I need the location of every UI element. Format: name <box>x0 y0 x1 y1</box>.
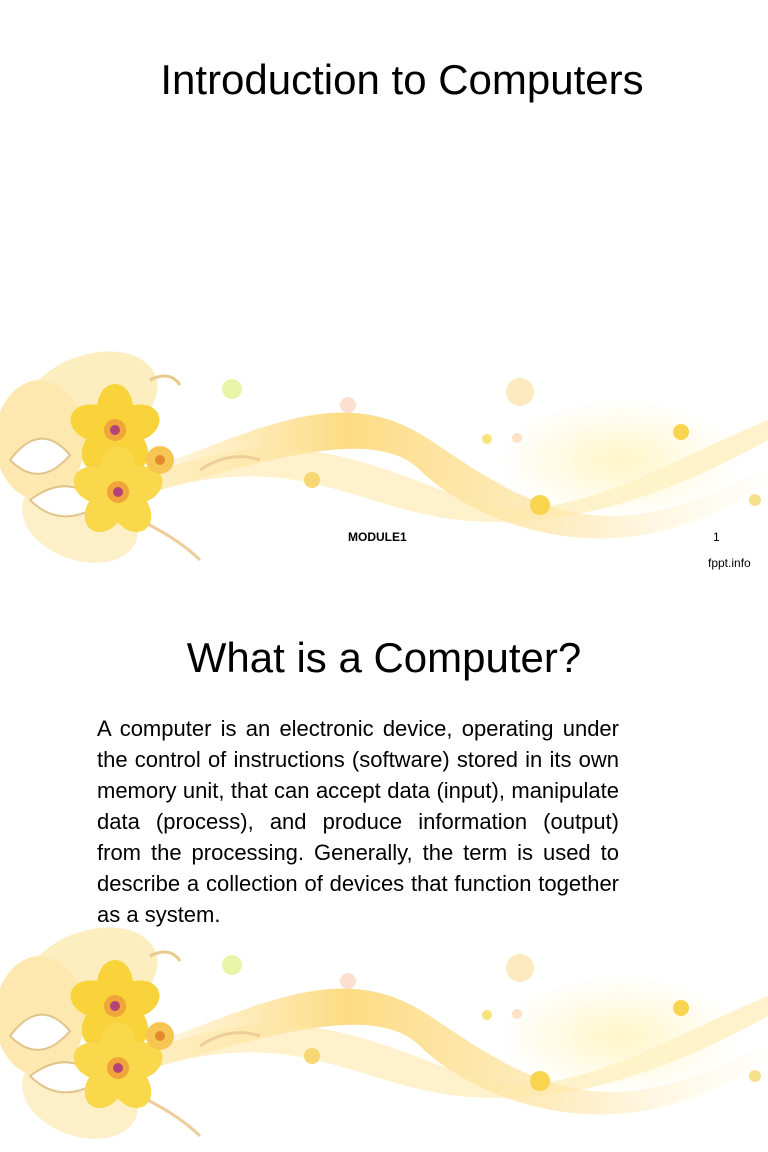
slide-2 <box>0 576 768 1152</box>
slide-body-text: A computer is an electronic device, operating under the control of instructions (software) stored in its own memory unit, that can accept data (input), manipulate data (process), and produce information (output) from the processing. Generally, the term is used to describe a collection of devices that function together as a system. <box>97 716 619 927</box>
slide-footer: MODULE1 <box>348 530 407 544</box>
slide-title: Introduction to Computers <box>160 56 644 103</box>
slide-title: What is a Computer? <box>186 634 582 681</box>
watermark: fppt.info <box>708 556 751 570</box>
slide-number: 1 <box>713 530 720 544</box>
